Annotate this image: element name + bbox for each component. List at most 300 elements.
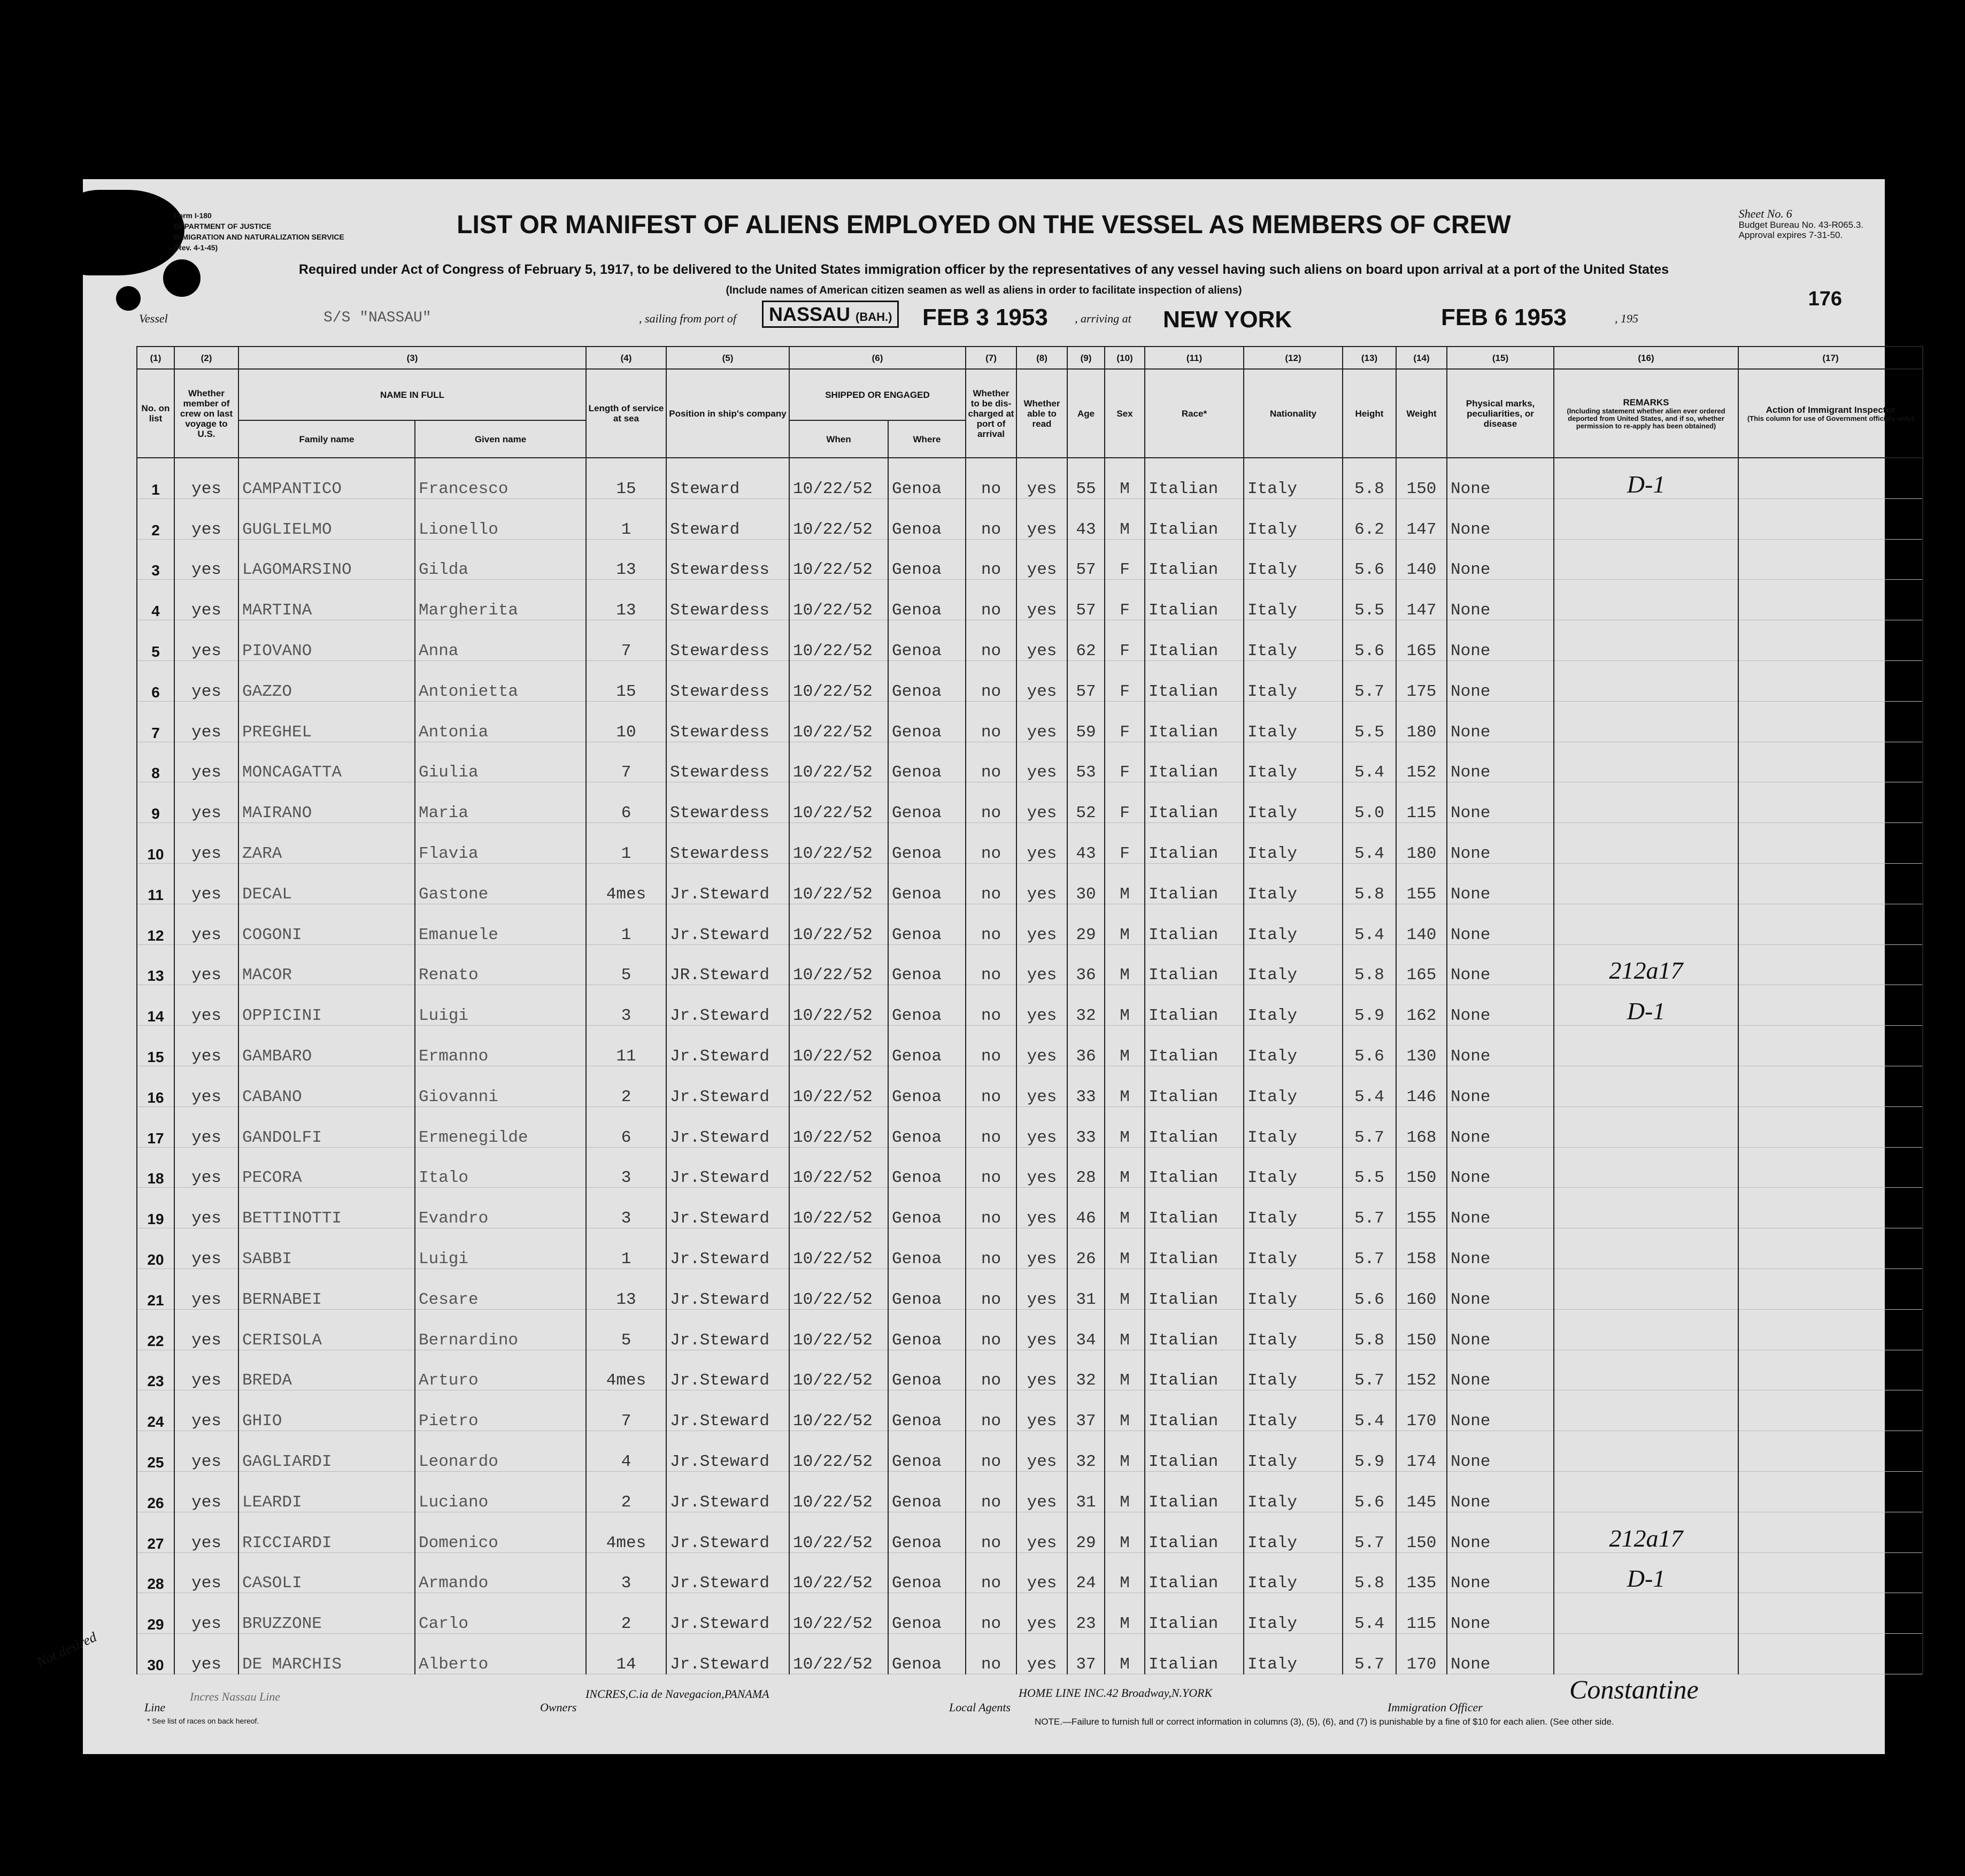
sex-cell: M — [1105, 1471, 1145, 1512]
given-name-cell: Arturo — [415, 1350, 586, 1390]
table-row — [137, 701, 1923, 742]
able-to-read-cell: yes — [1016, 1471, 1067, 1512]
header-member-last-voyage: Whether member of crew on last voyage to U.S. — [174, 369, 238, 458]
shipped-where-cell: Genoa — [888, 823, 966, 864]
length-of-service-cell: 4mes — [586, 863, 666, 904]
member-last-voyage-cell: yes — [174, 1066, 238, 1106]
race-cell: Italian — [1145, 1309, 1244, 1350]
family-name-cell: BETTINOTTI — [238, 1188, 415, 1228]
colnum-13: (13) — [1343, 347, 1396, 369]
shipped-when-cell: 10/22/52 — [789, 1350, 888, 1390]
row-number-cell: 7 — [137, 701, 174, 742]
discharged-cell: no — [966, 742, 1016, 782]
height-cell: 5.6 — [1343, 1026, 1396, 1066]
agents-label: Local Agents — [949, 1701, 1011, 1714]
age-cell: 24 — [1067, 1552, 1105, 1593]
nationality-cell: Italy — [1244, 580, 1343, 620]
form-department: DEPARTMENT OF JUSTICE — [174, 222, 272, 230]
nationality-cell: Italy — [1244, 1634, 1343, 1674]
shipped-where-cell: Genoa — [888, 458, 966, 498]
weight-cell: 152 — [1396, 1350, 1447, 1390]
physical-marks-cell: None — [1447, 1188, 1554, 1228]
sex-cell: M — [1105, 1106, 1145, 1147]
race-cell: Italian — [1145, 1026, 1244, 1066]
height-cell: 5.8 — [1343, 863, 1396, 904]
discharged-cell: no — [966, 1106, 1016, 1147]
height-cell: 5.7 — [1343, 1512, 1396, 1552]
remarks-cell: D-1 — [1554, 1552, 1738, 1593]
age-cell: 33 — [1067, 1066, 1105, 1106]
colnum-16: (16) — [1554, 347, 1738, 369]
header-given-name: Given name — [415, 420, 586, 458]
sex-cell: F — [1105, 660, 1145, 701]
given-name-cell: Cesare — [415, 1268, 586, 1309]
able-to-read-cell: yes — [1016, 1026, 1067, 1066]
age-cell: 32 — [1067, 985, 1105, 1026]
nationality-cell: Italy — [1244, 782, 1343, 823]
weight-cell: 115 — [1396, 1593, 1447, 1634]
arrival-port: NEW YORK — [1163, 306, 1292, 333]
given-name-cell: Luigi — [415, 1228, 586, 1269]
row-number-cell: 20 — [137, 1228, 174, 1269]
physical-marks-cell: None — [1447, 1309, 1554, 1350]
member-last-voyage-cell: yes — [174, 458, 238, 498]
able-to-read-cell: yes — [1016, 1268, 1067, 1309]
inspector-action-cell — [1738, 1228, 1923, 1269]
row-number-cell: 2 — [137, 498, 174, 539]
length-of-service-cell: 3 — [586, 985, 666, 1026]
inspector-action-cell — [1738, 1471, 1923, 1512]
row-number-cell: 28 — [137, 1552, 174, 1593]
given-name-cell: Ermenegilde — [415, 1106, 586, 1147]
row-number-cell: 11 — [137, 863, 174, 904]
member-last-voyage-cell: yes — [174, 823, 238, 864]
nationality-cell: Italy — [1244, 1066, 1343, 1106]
weight-cell: 140 — [1396, 539, 1447, 580]
able-to-read-cell: yes — [1016, 620, 1067, 661]
position-cell: Jr.Steward — [666, 1026, 789, 1066]
table-row — [137, 1431, 1923, 1472]
member-last-voyage-cell: yes — [174, 1634, 238, 1674]
remarks-cell — [1554, 620, 1738, 661]
shipped-when-cell: 10/22/52 — [789, 742, 888, 782]
physical-marks-cell: None — [1447, 1350, 1554, 1390]
sex-cell: M — [1105, 1188, 1145, 1228]
form-revision: (Rev. 4-1-45) — [174, 243, 218, 252]
position-cell: Stewardess — [666, 580, 789, 620]
given-name-cell: Flavia — [415, 823, 586, 864]
colnum-5: (5) — [666, 347, 789, 369]
member-last-voyage-cell: yes — [174, 944, 238, 985]
member-last-voyage-cell: yes — [174, 1188, 238, 1228]
inspector-action-cell — [1738, 1593, 1923, 1634]
position-cell: Stewardess — [666, 823, 789, 864]
inspector-action-cell — [1738, 1147, 1923, 1188]
position-cell: Jr.Steward — [666, 1593, 789, 1634]
inspector-action-cell — [1738, 1431, 1923, 1472]
sex-cell: M — [1105, 1552, 1145, 1593]
colnum-2: (2) — [174, 347, 238, 369]
physical-marks-cell: None — [1447, 1228, 1554, 1269]
given-name-cell: Giulia — [415, 742, 586, 782]
physical-marks-cell: None — [1447, 539, 1554, 580]
arrival-date: FEB 6 1953 — [1441, 304, 1567, 330]
shipped-where-cell: Genoa — [888, 904, 966, 944]
height-cell: 5.4 — [1343, 1066, 1396, 1106]
action-note: (This column for use of Government officials only) — [1747, 414, 1914, 422]
physical-marks-cell: None — [1447, 701, 1554, 742]
discharged-cell: no — [966, 660, 1016, 701]
age-cell: 28 — [1067, 1147, 1105, 1188]
discharged-cell: no — [966, 863, 1016, 904]
length-of-service-cell: 1 — [586, 904, 666, 944]
shipped-when-cell: 10/22/52 — [789, 1390, 888, 1431]
race-cell: Italian — [1145, 1634, 1244, 1674]
remarks-title: REMARKS — [1623, 397, 1669, 408]
given-name-cell: Gastone — [415, 863, 586, 904]
race-cell: Italian — [1145, 1593, 1244, 1634]
physical-marks-cell: None — [1447, 660, 1554, 701]
member-last-voyage-cell: yes — [174, 620, 238, 661]
header-family-name: Family name — [238, 420, 415, 458]
header-age: Age — [1067, 369, 1105, 458]
age-cell: 36 — [1067, 1026, 1105, 1066]
age-cell: 31 — [1067, 1268, 1105, 1309]
family-name-cell: GAZZO — [238, 660, 415, 701]
inspector-action-cell — [1738, 782, 1923, 823]
inspector-action-cell — [1738, 1350, 1923, 1390]
member-last-voyage-cell: yes — [174, 1390, 238, 1431]
sex-cell: M — [1105, 1431, 1145, 1472]
age-cell: 59 — [1067, 701, 1105, 742]
given-name-cell: Leonardo — [415, 1431, 586, 1472]
given-name-cell: Bernardino — [415, 1309, 586, 1350]
sex-cell: F — [1105, 823, 1145, 864]
position-cell: Steward — [666, 498, 789, 539]
action-title: Action of Immigrant Inspector — [1766, 404, 1895, 415]
shipped-when-cell: 10/22/52 — [789, 1228, 888, 1269]
form-service: IMMIGRATION AND NATURALIZATION SERVICE — [174, 233, 344, 241]
remarks-cell — [1554, 782, 1738, 823]
family-name-cell: DECAL — [238, 863, 415, 904]
family-name-cell: COGONI — [238, 904, 415, 944]
header-no-on-list: No. on list — [137, 369, 174, 458]
discharged-cell: no — [966, 498, 1016, 539]
table-row — [137, 1512, 1923, 1552]
age-cell: 46 — [1067, 1188, 1105, 1228]
table-row — [137, 1026, 1923, 1066]
sex-cell: M — [1105, 1268, 1145, 1309]
height-cell: 5.6 — [1343, 1471, 1396, 1512]
table-row — [137, 620, 1923, 661]
shipped-when-cell: 10/22/52 — [789, 1309, 888, 1350]
officer-label: Immigration Officer — [1388, 1701, 1483, 1714]
physical-marks-cell: None — [1447, 498, 1554, 539]
inspector-action-cell — [1738, 1026, 1923, 1066]
header-physical-marks: Physical marks, peculiarities, or disease — [1447, 369, 1554, 458]
member-last-voyage-cell: yes — [174, 985, 238, 1026]
family-name-cell: PIOVANO — [238, 620, 415, 661]
shipped-when-cell: 10/22/52 — [789, 863, 888, 904]
sex-cell: M — [1105, 1593, 1145, 1634]
table-row — [137, 458, 1923, 498]
position-cell: Steward — [666, 458, 789, 498]
header-discharged: Whether to be dis-charged at port of arrival — [966, 369, 1016, 458]
height-cell: 5.7 — [1343, 1634, 1396, 1674]
physical-marks-cell: None — [1447, 1634, 1554, 1674]
discharged-cell: no — [966, 1228, 1016, 1269]
race-cell: Italian — [1145, 1268, 1244, 1309]
position-cell: Jr.Steward — [666, 1552, 789, 1593]
physical-marks-cell: None — [1447, 1390, 1554, 1431]
discharged-cell: no — [966, 1188, 1016, 1228]
family-name-cell: GHIO — [238, 1390, 415, 1431]
position-cell: Jr.Steward — [666, 1228, 789, 1269]
given-name-cell: Luigi — [415, 985, 586, 1026]
age-cell: 32 — [1067, 1431, 1105, 1472]
given-name-cell: Francesco — [415, 458, 586, 498]
length-of-service-cell: 7 — [586, 1390, 666, 1431]
age-cell: 29 — [1067, 904, 1105, 944]
row-number-cell: 12 — [137, 904, 174, 944]
height-cell: 5.0 — [1343, 782, 1396, 823]
age-cell: 33 — [1067, 1106, 1105, 1147]
race-cell: Italian — [1145, 904, 1244, 944]
height-cell: 5.5 — [1343, 580, 1396, 620]
weight-cell: 168 — [1396, 1106, 1447, 1147]
physical-marks-cell: None — [1447, 1268, 1554, 1309]
sex-cell: M — [1105, 863, 1145, 904]
sex-cell: M — [1105, 498, 1145, 539]
discharged-cell: no — [966, 539, 1016, 580]
sex-cell: M — [1105, 904, 1145, 944]
height-cell: 5.6 — [1343, 620, 1396, 661]
able-to-read-cell: yes — [1016, 1350, 1067, 1390]
position-cell: Jr.Steward — [666, 1147, 789, 1188]
able-to-read-cell: yes — [1016, 458, 1067, 498]
discharged-cell: no — [966, 985, 1016, 1026]
given-name-cell: Emanuele — [415, 904, 586, 944]
sex-cell: F — [1105, 701, 1145, 742]
physical-marks-cell: None — [1447, 944, 1554, 985]
member-last-voyage-cell: yes — [174, 1309, 238, 1350]
discharged-cell: no — [966, 1634, 1016, 1674]
row-number-cell: 8 — [137, 742, 174, 782]
weight-cell: 150 — [1396, 1512, 1447, 1552]
row-number-cell: 4 — [137, 580, 174, 620]
weight-cell: 155 — [1396, 1188, 1447, 1228]
sailing-label: , sailing from port of — [639, 312, 736, 325]
header-length-of-service: Length of service at sea — [586, 369, 666, 458]
given-name-cell: Antonia — [415, 701, 586, 742]
race-cell: Italian — [1145, 1147, 1244, 1188]
approval-expiry: Approval expires 7-31-50. — [1738, 230, 1843, 240]
row-number-cell: 13 — [137, 944, 174, 985]
height-cell: 5.8 — [1343, 944, 1396, 985]
colnum-15: (15) — [1447, 347, 1554, 369]
inclusion-note: (Include names of American citizen seamen as well as aliens in order to facilitate inspection of aliens) — [726, 285, 1242, 296]
arriving-label: , arriving at — [1075, 312, 1131, 325]
length-of-service-cell: 15 — [586, 458, 666, 498]
shipped-when-cell: 10/22/52 — [789, 1026, 888, 1066]
member-last-voyage-cell: yes — [174, 904, 238, 944]
sex-cell: M — [1105, 1228, 1145, 1269]
form-number: Form I-180 — [174, 211, 212, 220]
given-name-cell: Gilda — [415, 539, 586, 580]
race-cell: Italian — [1145, 742, 1244, 782]
manifest-sheet — [34, 179, 1914, 1754]
physical-marks-cell: None — [1447, 782, 1554, 823]
position-cell: Jr.Steward — [666, 1309, 789, 1350]
table-row — [137, 823, 1923, 864]
position-cell: Jr.Steward — [666, 1512, 789, 1552]
shipped-where-cell: Genoa — [888, 1350, 966, 1390]
member-last-voyage-cell: yes — [174, 1512, 238, 1552]
shipped-when-cell: 10/22/52 — [789, 1593, 888, 1634]
race-cell: Italian — [1145, 985, 1244, 1026]
discharged-cell: no — [966, 1512, 1016, 1552]
shipped-where-cell: Genoa — [888, 782, 966, 823]
race-cell: Italian — [1145, 458, 1244, 498]
inspector-action-cell — [1738, 1188, 1923, 1228]
table-row — [137, 1552, 1923, 1593]
remarks-cell — [1554, 904, 1738, 944]
remarks-cell — [1554, 742, 1738, 782]
weight-cell: 147 — [1396, 580, 1447, 620]
position-cell: Stewardess — [666, 620, 789, 661]
port-name: NASSAU — [769, 303, 851, 325]
height-cell: 5.7 — [1343, 1228, 1396, 1269]
header-when: When — [789, 420, 888, 458]
table-row — [137, 539, 1923, 580]
given-name-cell: Lionello — [415, 498, 586, 539]
header-able-to-read: Whether able to read — [1016, 369, 1067, 458]
sex-cell: M — [1105, 1066, 1145, 1106]
shipped-when-cell: 10/22/52 — [789, 701, 888, 742]
table-row — [137, 863, 1923, 904]
table-row — [137, 985, 1923, 1026]
age-cell: 30 — [1067, 863, 1105, 904]
nationality-cell: Italy — [1244, 1552, 1343, 1593]
length-of-service-cell: 4mes — [586, 1350, 666, 1390]
height-cell: 5.6 — [1343, 539, 1396, 580]
age-cell: 23 — [1067, 1593, 1105, 1634]
colnum-11: (11) — [1145, 347, 1244, 369]
budget-bureau: Budget Bureau No. 43-R065.3. — [1738, 220, 1863, 230]
family-name-cell: MARTINA — [238, 580, 415, 620]
length-of-service-cell: 10 — [586, 701, 666, 742]
remarks-cell — [1554, 1471, 1738, 1512]
header-remarks — [1554, 369, 1738, 458]
inspector-action-cell — [1738, 1309, 1923, 1350]
colnum-9: (9) — [1067, 347, 1105, 369]
able-to-read-cell: yes — [1016, 660, 1067, 701]
inspector-action-cell — [1738, 580, 1923, 620]
family-name-cell: BREDA — [238, 1350, 415, 1390]
table-row — [137, 1066, 1923, 1106]
shipped-where-cell: Genoa — [888, 1512, 966, 1552]
race-cell: Italian — [1145, 498, 1244, 539]
act-statement: Required under Act of Congress of February 5, 1917, to be delivered to the United States immigration officer by the representatives of any vessel having such aliens on board upon arrival at a port of the United States — [298, 262, 1669, 277]
member-last-voyage-cell: yes — [174, 1552, 238, 1593]
able-to-read-cell: yes — [1016, 1512, 1067, 1552]
table-row — [137, 1593, 1923, 1634]
inspector-action-cell — [1738, 944, 1923, 985]
length-of-service-cell: 2 — [586, 1471, 666, 1512]
shipped-where-cell: Genoa — [888, 1147, 966, 1188]
line-value: Incres Nassau Line — [190, 1690, 281, 1703]
row-number-cell: 26 — [137, 1471, 174, 1512]
header-position: Position in ship's company — [666, 369, 789, 458]
inspector-action-cell — [1738, 620, 1923, 661]
sex-cell: F — [1105, 620, 1145, 661]
height-cell: 5.7 — [1343, 1188, 1396, 1228]
family-name-cell: GAMBARO — [238, 1026, 415, 1066]
weight-cell: 162 — [1396, 985, 1447, 1026]
nationality-cell: Italy — [1244, 1268, 1343, 1309]
physical-marks-cell: None — [1447, 904, 1554, 944]
age-cell: 55 — [1067, 458, 1105, 498]
shipped-when-cell: 10/22/52 — [789, 985, 888, 1026]
nationality-cell: Italy — [1244, 863, 1343, 904]
row-number-cell: 19 — [137, 1188, 174, 1228]
race-cell: Italian — [1145, 823, 1244, 864]
shipped-where-cell: Genoa — [888, 620, 966, 661]
header-row-1 — [137, 369, 1923, 420]
remarks-cell — [1554, 1431, 1738, 1472]
discharged-cell: no — [966, 823, 1016, 864]
colnum-3: (3) — [238, 347, 586, 369]
physical-marks-cell: None — [1447, 580, 1554, 620]
weight-cell: 174 — [1396, 1431, 1447, 1472]
family-name-cell: MONCAGATTA — [238, 742, 415, 782]
officer-signature: Constantine — [1569, 1674, 1699, 1704]
position-cell: Jr.Steward — [666, 1634, 789, 1674]
position-cell: JR.Steward — [666, 944, 789, 985]
shipped-where-cell: Genoa — [888, 985, 966, 1026]
height-cell: 5.8 — [1343, 458, 1396, 498]
length-of-service-cell: 13 — [586, 580, 666, 620]
discharged-cell: no — [966, 701, 1016, 742]
weight-cell: 170 — [1396, 1390, 1447, 1431]
shipped-when-cell: 10/22/52 — [789, 1188, 888, 1228]
colnum-14: (14) — [1396, 347, 1447, 369]
family-name-cell: ZARA — [238, 823, 415, 864]
family-name-cell: PECORA — [238, 1147, 415, 1188]
weight-cell: 130 — [1396, 1026, 1447, 1066]
age-cell: 43 — [1067, 823, 1105, 864]
remarks-cell — [1554, 1188, 1738, 1228]
remarks-cell: D-1 — [1554, 985, 1738, 1026]
remarks-cell — [1554, 1026, 1738, 1066]
shipped-where-cell: Genoa — [888, 944, 966, 985]
height-cell: 6.2 — [1343, 498, 1396, 539]
sex-cell: M — [1105, 1026, 1145, 1066]
physical-marks-cell: None — [1447, 1066, 1554, 1106]
length-of-service-cell: 14 — [586, 1634, 666, 1674]
table-row — [137, 580, 1923, 620]
race-cell: Italian — [1145, 580, 1244, 620]
discharged-cell: no — [966, 458, 1016, 498]
weight-cell: 115 — [1396, 782, 1447, 823]
member-last-voyage-cell: yes — [174, 660, 238, 701]
physical-marks-cell: None — [1447, 1026, 1554, 1066]
row-number-cell: 17 — [137, 1106, 174, 1147]
given-name-cell: Anna — [415, 620, 586, 661]
manifest-rows — [137, 458, 1923, 1674]
weight-cell: 135 — [1396, 1552, 1447, 1593]
remarks-cell — [1554, 1268, 1738, 1309]
